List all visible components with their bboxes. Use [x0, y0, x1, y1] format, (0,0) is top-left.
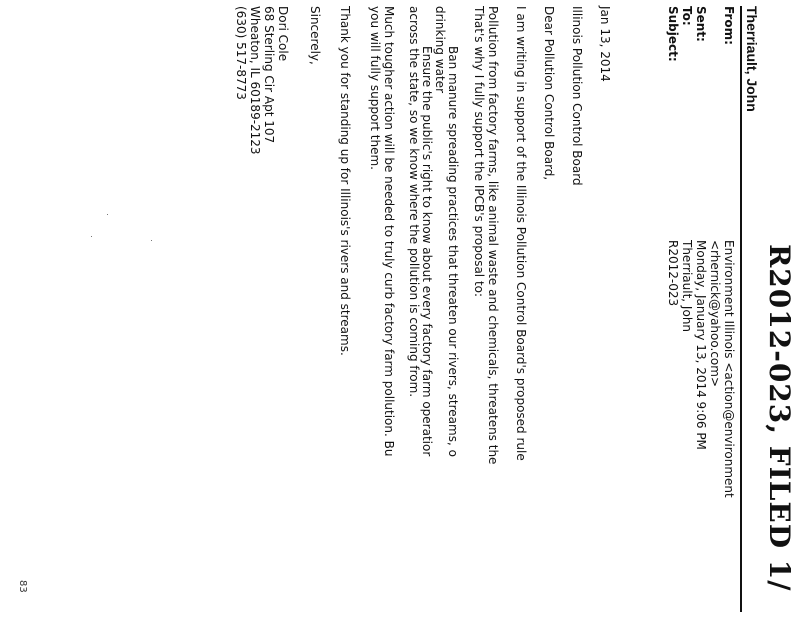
filing-stamp: R2012-023, FILED 1/: [763, 244, 796, 592]
signature-address-1: 68 Sterling Cir Apt 107: [262, 6, 276, 144]
from-value: Environment Illinois <action@environment: [722, 240, 736, 498]
paragraph-2-line-2: That's why I fully support the IPCB's proposal to:: [472, 6, 486, 298]
letter-greeting: Dear Pollution Control Board,: [542, 6, 556, 181]
paragraph-4: Thank you for standing up for Illinois's rivers and streams.: [338, 6, 352, 356]
paragraph-1: I am writing in support of the Illinois Pollution Control Board's proposed rule: [514, 6, 528, 461]
subject-value: R2012-023: [666, 240, 680, 307]
scan-speck: [151, 240, 152, 241]
from-label: From:: [722, 6, 736, 45]
signature-name: Dori Cole: [276, 6, 290, 62]
bullet-2-line-1: Ensure the public's right to know about every factory farm operatior: [420, 46, 434, 457]
page-number: 83: [17, 580, 28, 593]
signature-address-2: Wheaton, IL 60189-2123: [248, 6, 262, 155]
paragraph-3-line-1: Much tougher action will be needed to truly curb factory farm pollution. Bu: [382, 6, 396, 457]
subject-label: Subject:: [666, 6, 680, 62]
sent-value: Monday, January 13, 2014 9:06 PM: [694, 240, 708, 450]
closing: Sincerely,: [308, 6, 322, 65]
from-value-email: <rhernick@yahoo.com>: [708, 240, 722, 388]
bullet-1-line-1: Ban manure spreading practices that threaten our rivers, streams, o: [446, 46, 460, 457]
scan-speck: [91, 236, 92, 237]
letter-recipient: Illinois Pollution Control Board: [570, 6, 584, 186]
signature-phone: (630) 517-8773: [234, 6, 248, 100]
to-value: Therriault, John: [680, 240, 694, 333]
to-label: To:: [680, 6, 694, 26]
paragraph-2-line-1: Pollution from factory farms, like animal waste and chemicals, threatens the: [486, 6, 500, 465]
bullet-2-line-2: across the state, so we know where the pollution is coming from.: [407, 6, 421, 398]
scan-speck: [107, 214, 108, 215]
header-divider: [740, 6, 742, 612]
sender-heading: Therriault, John: [744, 6, 760, 112]
bullet-1-line-2: drinking water: [433, 6, 447, 93]
sent-label: Sent:: [694, 6, 708, 42]
letter-date: Jan 13, 2014: [598, 6, 612, 82]
paragraph-3-line-2: you will fully support them.: [368, 6, 382, 170]
